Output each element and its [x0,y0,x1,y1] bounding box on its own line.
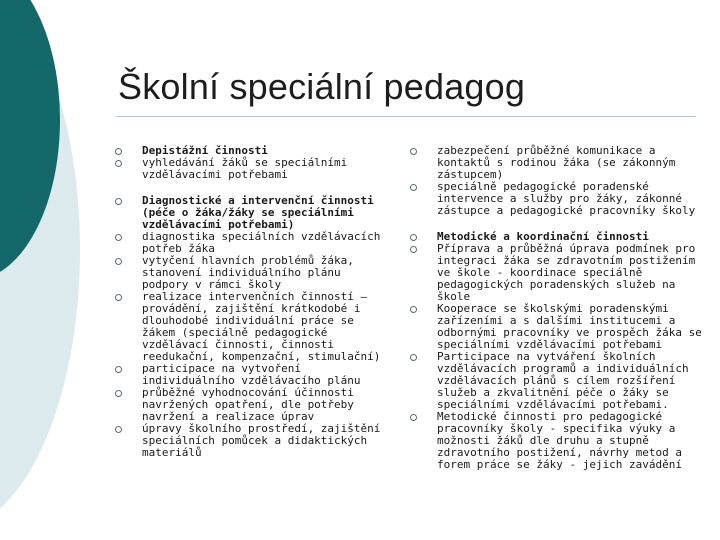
list-item-text: zabezpečení průběžné komunikace a kontaktů s rodinou žáka (se zákonným zástupcem) [437,144,676,181]
bullet-circle-icon [115,294,122,301]
list-item-text: vyhledávání žáků se speciálními vzdělávacími potřebami [142,156,348,181]
list-item [112,363,388,387]
list-item-text: Kooperace se školskými poradenskými zařízeními a s dalšími institucemi a odbornými pracovníky ve prospěch žáka se speciálními vzdělávacími potřebami [437,302,702,351]
list-item [407,243,703,303]
list-item-text: Participace na vytváření školních vzdělávacích programů a individuálních vzdělávacích plánů s cílem rozšíření služeb a zkvalitnění péče o žáky se speciálními vzdělávacími potřebami. [437,350,689,411]
list-item [112,195,388,231]
bullet-circle-icon [410,414,417,421]
bullet-circle-icon [115,258,122,265]
list-item [407,351,703,411]
bullet-circle-icon [410,354,417,361]
list-item [407,181,703,217]
list-item [407,303,703,351]
bullet-circle-icon [115,366,122,373]
bullet-circle-icon [410,184,417,191]
bullet-circle-icon [115,198,122,205]
list-item [112,231,388,255]
decorative-shapes [0,0,120,540]
list-item-text: Diagnostické a intervenční činnosti (péče o žáka/žáky se speciálními vzdělávacími potřebami) [142,194,374,231]
list-item [407,411,703,471]
bullet-circle-icon [410,148,417,155]
list-item-text: Metodické činnosti pro pedagogické pracovníky školy - specifika výuky a možnosti žáků dle druhu a stupně zdravotního postižení, návrhy metod a forem práce se žáky - jejich zavádění [437,410,683,471]
list-item [112,423,388,459]
list-item-text: Metodické a koordinační činnosti [437,230,649,243]
list-item [407,145,703,181]
bullet-circle-icon [115,234,122,241]
list-item-text: diagnostika speciálních vzdělávacích potřeb žáka [142,230,381,255]
list-item-text: Depistážní činnosti [142,144,268,157]
list-item [112,387,388,423]
right-bullet-list [407,145,703,471]
list-item-text: úpravy školního prostředí, zajištění speciálních pomůcek a didaktických materiálů [142,422,381,459]
list-item-text: participace na vytvoření individuálního vzdělávacího plánu [142,362,361,387]
bullet-circle-icon [410,306,417,313]
left-bullet-list [112,145,388,459]
list-item [112,157,388,181]
list-item-text: speciálně pedagogické poradenské intervence a služby pro žáky, zákonné zástupce a pedagogické pracovníky školy [437,180,696,217]
list-item-text: vytyčení hlavních problémů žáka, stanovení individuálního plánu podpory v rámci školy [142,254,354,291]
bullet-circle-icon [115,148,122,155]
bullet-circle-icon [410,246,417,253]
list-item [112,255,388,291]
bullet-circle-icon [115,160,122,167]
title-divider [116,116,696,117]
list-item-text: realizace intervenčních činností – provádění, zajištění krátkodobé i dlouhodobé individuální práce se žákem (speciálně pedagogické vzdělávací činnosti, činnosti reedukační, kompenzační, stimulační) [142,290,381,363]
bullet-circle-icon [115,390,122,397]
list-item-text: průběžné vyhodnocování účinnosti navržených opatření, dle potřeby navržení a realizace úprav [142,386,354,423]
bullet-circle-icon [410,234,417,241]
list-item [112,291,388,363]
list-item-text: Příprava a průběžná úprava podmínek pro integraci žáka se zdravotním postižením ve škole - koordinace speciálně pedagogických poradenských služeb na škole [437,242,696,303]
slide-title: Školní speciální pedagog [118,66,526,107]
bullet-circle-icon [115,426,122,433]
